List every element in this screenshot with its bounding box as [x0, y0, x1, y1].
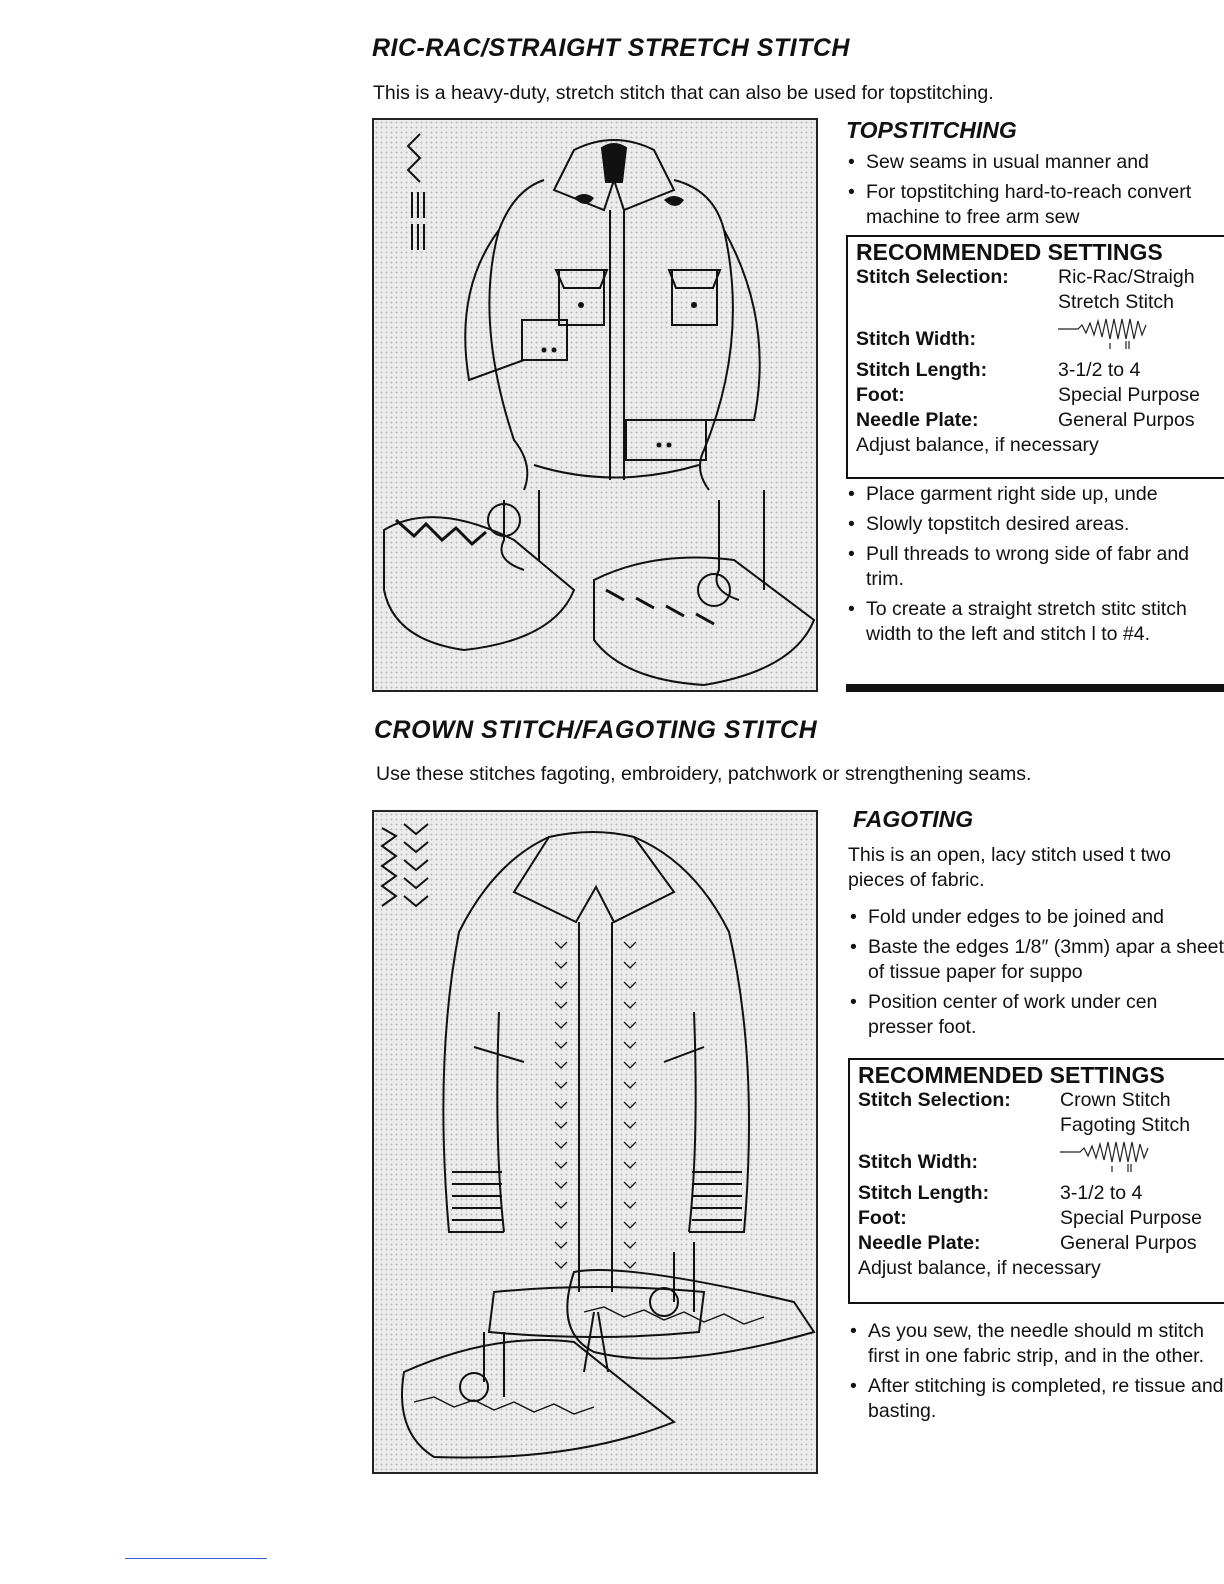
- settings-title: RECOMMENDED SETTINGS: [856, 239, 1163, 265]
- jacket-drawing: [374, 812, 816, 1472]
- list-item: • Sew seams in usual manner and: [846, 150, 1224, 175]
- settings-label: Needle Plate:: [858, 1232, 981, 1254]
- topstitching-heading: TOPSTITCHING: [846, 117, 1017, 143]
- list-item: • Baste the edges 1/8″ (3mm) apar a sheet of tissue paper for suppo: [848, 935, 1224, 985]
- fagoting-description: This is an open, lacy stitch used t two pieces of fabric.: [848, 844, 1171, 891]
- settings-row: [858, 1181, 1202, 1206]
- settings-row: [856, 315, 1200, 358]
- settings-row: [856, 408, 1200, 433]
- settings-value: 3-1/2 to 4: [1058, 359, 1141, 381]
- section2-title: CROWN STITCH/FAGOTING STITCH: [374, 716, 818, 744]
- section2-intro: Use these stitches fagoting, embroidery, patchwork or strengthening seams.: [376, 763, 1032, 785]
- fagoting-bullets-bottom: [848, 1319, 1224, 1429]
- settings-note: Adjust balance, if necessary: [856, 434, 1099, 456]
- settings-row: [856, 265, 1200, 315]
- shirt-drawing: [374, 120, 816, 690]
- settings-value: General Purpos: [1060, 1232, 1197, 1254]
- settings-row: [858, 1206, 1202, 1231]
- topstitching-bullets-bottom: [846, 482, 1224, 652]
- jacket-topstitch-illustration: [372, 118, 818, 692]
- settings-row: [858, 1088, 1202, 1138]
- list-item: • For topstitching hard-to-reach convert machine to free arm sew: [846, 180, 1224, 230]
- settings-value: Special Purpose: [1058, 384, 1201, 406]
- settings-value: General Purpos: [1058, 409, 1195, 431]
- settings-label: Stitch Width:: [856, 328, 977, 350]
- list-item: • After stitching is completed, re tissue and basting.: [848, 1374, 1224, 1424]
- settings-table: [858, 1088, 1202, 1256]
- settings-note: Adjust balance, if necessary: [858, 1257, 1101, 1279]
- list-item: • Place garment right side up, unde: [846, 482, 1224, 507]
- stitch-width-dial-icon: [1060, 1138, 1202, 1181]
- settings-label: Stitch Length:: [856, 359, 988, 381]
- settings-table: [856, 265, 1200, 433]
- settings-row: [856, 383, 1200, 408]
- settings-label: Stitch Length:: [858, 1182, 990, 1204]
- settings-value: Ric-Rac/Straigh Stretch Stitch: [1058, 266, 1195, 313]
- list-item: • Position center of work under cen presser foot.: [848, 990, 1224, 1040]
- list-item: • Fold under edges to be joined and: [848, 905, 1224, 930]
- footer-rule: [125, 1558, 267, 1559]
- settings-label: Stitch Width:: [858, 1151, 979, 1173]
- settings-row: [856, 358, 1200, 383]
- settings-label: Stitch Selection:: [858, 1089, 1011, 1111]
- list-item: • Slowly topstitch desired areas.: [846, 512, 1224, 537]
- settings-value: Special Purpose: [1060, 1207, 1203, 1229]
- recommended-settings-box-1: [846, 235, 1224, 479]
- settings-label: Foot:: [856, 384, 905, 406]
- topstitching-bullets-top: [846, 150, 1224, 235]
- list-item: • As you sew, the needle should m stitch first in one fabric strip, and in the other.: [848, 1319, 1224, 1369]
- stitch-width-dial-icon: [1058, 315, 1200, 358]
- section-divider: [846, 684, 1224, 692]
- settings-label: Needle Plate:: [856, 409, 979, 431]
- settings-row: [858, 1138, 1202, 1181]
- crown-stitch-symbol-icon: [382, 828, 396, 906]
- ricrac-stitch-symbol-icon: [408, 134, 420, 182]
- settings-label: Stitch Selection:: [856, 266, 1009, 288]
- settings-label: Foot:: [858, 1207, 907, 1229]
- settings-value: Crown Stitch Fagoting Stitch: [1060, 1089, 1191, 1136]
- jacket-fagoting-illustration: [372, 810, 818, 1474]
- fagoting-heading: FAGOTING: [853, 806, 974, 832]
- list-item: • Pull threads to wrong side of fabr and trim.: [846, 542, 1224, 592]
- section1-intro: This is a heavy-duty, stretch stitch that can also be used for topstitching.: [373, 82, 994, 104]
- settings-row: [858, 1231, 1202, 1256]
- fagoting-bullets-top: [848, 905, 1224, 1045]
- section1-title: RIC-RAC/STRAIGHT STRETCH STITCH: [372, 34, 850, 62]
- settings-value: 3-1/2 to 4: [1060, 1182, 1143, 1204]
- settings-title: RECOMMENDED SETTINGS: [858, 1062, 1165, 1088]
- recommended-settings-box-2: [848, 1058, 1224, 1304]
- list-item: • To create a straight stretch stitc stitch width to the left and stitch l to #4.: [846, 597, 1224, 647]
- fagoting-stitch-symbol-icon: [404, 824, 428, 906]
